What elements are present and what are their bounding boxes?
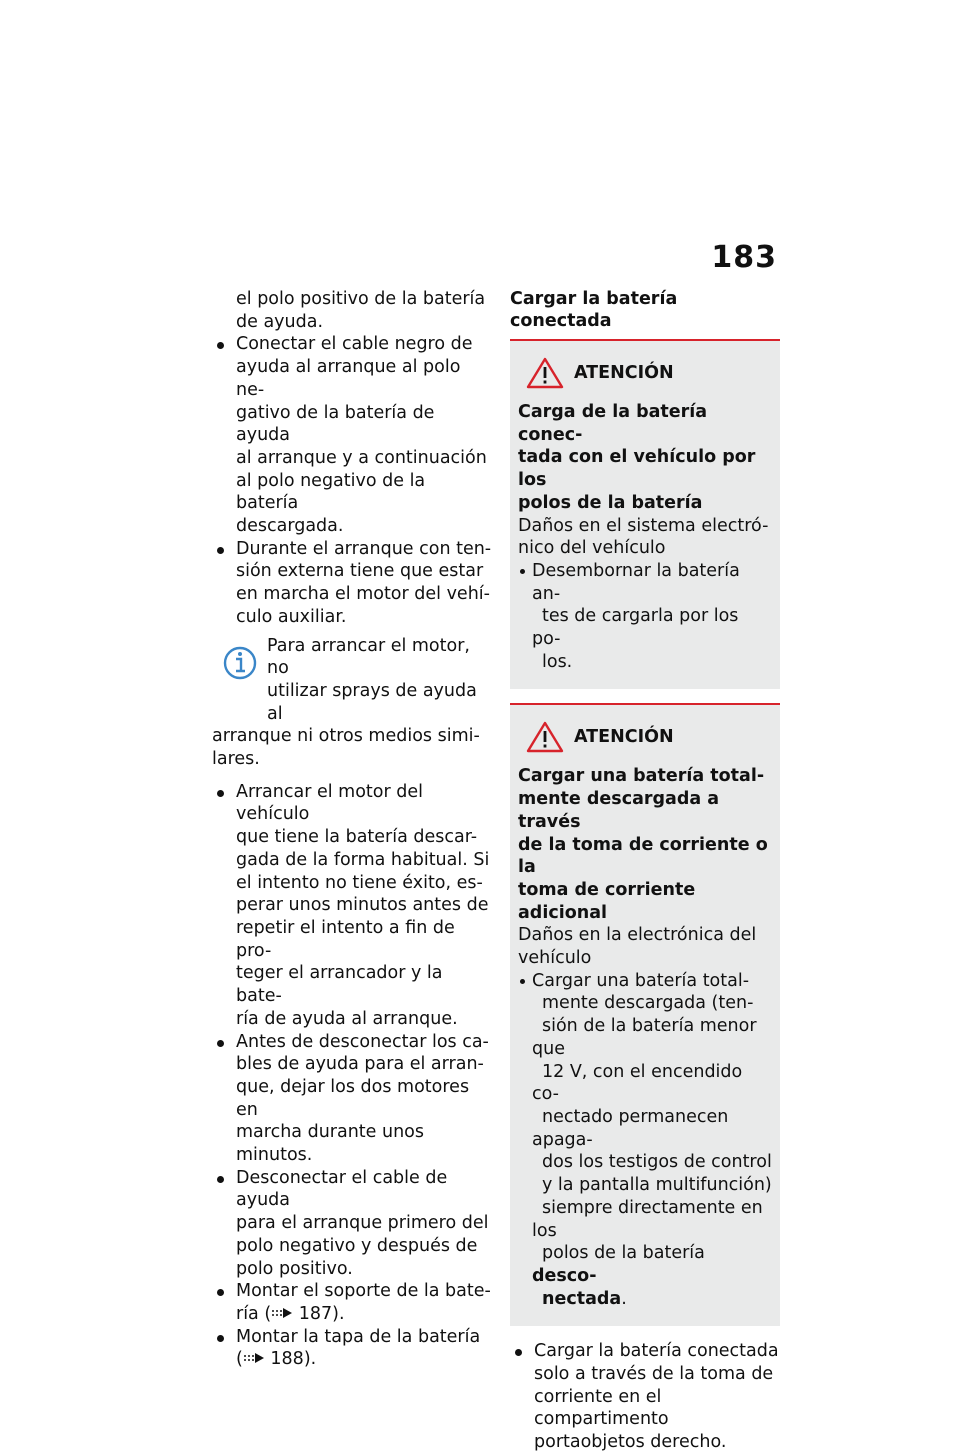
bullet-dot-icon (217, 1289, 224, 1296)
bullet-dot-icon (217, 342, 224, 349)
left-column (212, 288, 492, 1371)
bullet-dot-icon (217, 1176, 224, 1183)
bullet-dot-icon (217, 790, 224, 797)
right-column (510, 288, 780, 1454)
page-ref-link[interactable]: 187 (298, 1303, 333, 1324)
bullet-item: Desconectar el cable de ayuda para el arranque primero del polo negativo y después de polo positivo. (212, 1167, 492, 1281)
warning-label: ATENCIÓN (574, 727, 674, 748)
continuation-text: el polo positivo de la batería de ayuda. (236, 289, 486, 332)
warning-text: Daños en la electrónica del vehículo (518, 925, 757, 969)
warning-title: Carga de la batería conec- tada con el vehículo por los polos de la batería (518, 402, 756, 513)
section-title: Cargar la batería conectada (510, 289, 678, 331)
warning-triangle-icon (526, 721, 564, 753)
page-number: 183 (711, 240, 777, 275)
warning-label: ATENCIÓN (574, 362, 674, 383)
info-icon (220, 639, 264, 683)
warning-box (510, 339, 780, 689)
bullet-dot-icon (520, 979, 525, 984)
bullet-dot-icon (515, 1349, 522, 1356)
warning-box (510, 703, 780, 1326)
bullet-dot-icon (217, 1040, 224, 1047)
bullet-item: Conectar el cable negro de ayuda al arranque al polo ne- gativo de la batería de ayuda al arranque y a continuación al polo negativo de la batería descargada. (212, 333, 492, 537)
bullet-item: Durante el arranque con ten- sión externa tiene que estar en marcha el motor del vehí- culo auxiliar. (212, 538, 492, 629)
bullet-item: Montar la tapa de la batería ( 188). (212, 1326, 492, 1371)
bullet-item: Antes de desconectar los ca- bles de ayuda para el arran- que, dejar los dos motores en marcha durante unos minutos. (212, 1031, 492, 1167)
warning-bullet: Cargar una batería total- mente descargada (ten- sión de la batería menor que 12 V, con el encendido co- nectado permanecen apaga- dos los testigos de control y la pantalla multifunción) siempre directamente en los polos de la batería desco- nectada. (518, 970, 772, 1311)
warning-triangle-icon (526, 357, 564, 389)
bullet-item: Montar el soporte de la bate- ría ( 187). (212, 1280, 492, 1325)
page-ref-link[interactable]: 188 (270, 1349, 304, 1370)
bullet-dot-icon (217, 547, 224, 554)
warning-title: Cargar una batería total- mente descargada a través de la toma de corriente o la toma de corriente adicional (518, 766, 768, 923)
bullet-item: Arrancar el motor del vehículo que tiene la batería descar- gada de la forma habitual. Si el intento no tiene éxito, es- perar unos minutos antes de repetir el intento a fin de pro- teger el arrancador y la bate- ría de ayuda al arranque. (212, 781, 492, 1031)
arrow-right-icon[interactable] (271, 1307, 293, 1319)
bullet-dot-icon (520, 569, 525, 574)
arrow-right-icon[interactable] (243, 1352, 265, 1364)
info-note: Para arrancar el motor, no utilizar sprays de ayuda al arranque ni otros medios simi- lares. (212, 635, 480, 770)
warning-text: Daños en el sistema electró- nico del vehículo (518, 515, 769, 559)
warning-bullet: Desembornar la batería an- tes de cargarla por los po- los. (518, 560, 772, 674)
bullet-item: Cargar la batería conectada solo a través de la toma de corriente en el compartimento portaobjetos derecho. (510, 1340, 780, 1454)
bullet-dot-icon (217, 1335, 224, 1342)
